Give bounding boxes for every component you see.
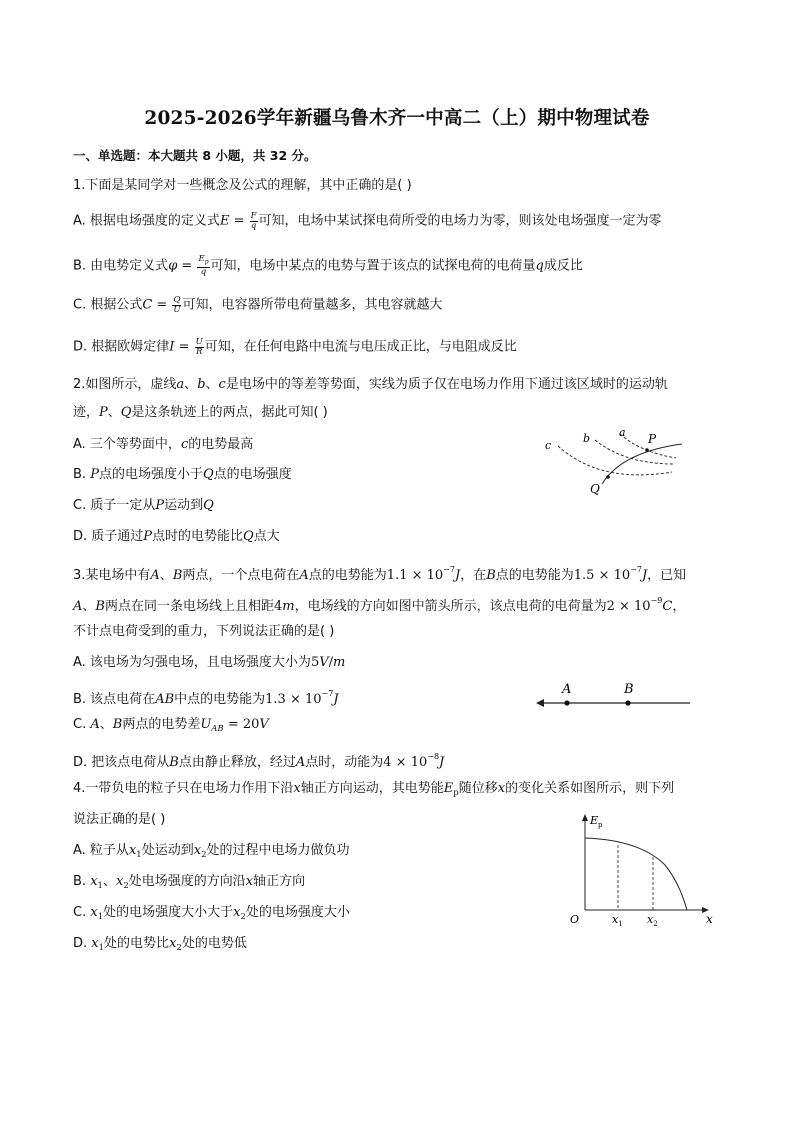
ep-axis-arrowhead — [582, 814, 588, 821]
q3-option-a: A. 该电场为匀强电场，且电场强度大小为5V/m — [73, 655, 346, 670]
label-b: B — [624, 682, 634, 697]
q3-figure — [530, 678, 700, 714]
section-heading: 一、单选题：本大题共 8 小题，共 32 分。 — [73, 148, 317, 163]
point-b — [625, 700, 630, 705]
label-b: b — [583, 432, 591, 445]
q3-stem-line3: 不计点电荷受到的重力，下列说法正确的是( ) — [73, 624, 335, 639]
q4-option-a: A. 粒子从$x_1$处运动到$x_2$处的过程中电场力做负功 — [73, 843, 350, 860]
q2-stem-line1: 2.如图所示，虚线a、b、c是电场中的等差等势面，实线为质子仅在电场力作用下通过该区域时的运动轨 — [73, 377, 668, 392]
q1-option-b: B. 由电势定义式φ = $\frac{E_p}{q}$ 可知，电场中某点的电势与置于该点的试探电荷的电荷量q成反比 — [73, 254, 583, 278]
label-x1: $x_1$ — [612, 913, 623, 928]
q4-option-b: B. $x_1$、$x_2$处电场强度的方向沿x轴正方向 — [73, 874, 306, 891]
label-origin: O — [570, 913, 580, 926]
label-x2: $x_2$ — [647, 913, 658, 928]
q1-option-a: A. 根据电场强度的定义式E = $\frac{F}{q}$ 可知，电场中某试探电荷所受的电场力为零，则该处电场强度一定为零 — [73, 211, 662, 231]
q3-stem-line2: A、B两点在同一条电场线上且相距4m，电场线的方向如图中箭头所示，该点电荷的电荷量为$2 \times 10^{-9}C$， — [73, 596, 686, 614]
q4-stem-line2: 说法正确的是( ) — [73, 812, 166, 827]
point-p — [645, 448, 649, 452]
point-a — [564, 700, 569, 705]
q1-option-c: C. 根据公式C = $\frac{Q}{U}$ 可知，电容器所带电荷量越多，其电容就越大 — [73, 295, 443, 315]
page-title: 2025-2026学年新疆乌鲁木齐一中高二（上）期中物理试卷 — [144, 108, 650, 129]
q1-option-d: D. 根据欧姆定律I = $\frac{U}{R}$ 可知，在任何电路中电流与电压成正比，与电阻成反比 — [73, 337, 517, 357]
label-p: P — [648, 432, 657, 446]
q2-option-c: C. 质子一定从P运动到Q — [73, 498, 214, 513]
q3-stem-line1: 3.某电场中有A、B两点，一个点电荷在A点的电势能为$1.1 \times 10^{-7}J$，在B点的电势能为$1.5 \times 10^{-7}J$，已知 — [73, 565, 687, 583]
label-a: A — [562, 682, 572, 697]
label-a: a — [619, 426, 626, 439]
q4-option-c: C. $x_1$处的电场强度大小大于$x_2$处的电场强度大小 — [73, 905, 350, 922]
q2-stem-line2: 迹，P、Q是这条轨迹上的两点，据此可知( ) — [73, 405, 328, 420]
q2-option-b: B. P点的电场强度小于Q点的电场强度 — [73, 467, 292, 482]
q1-stem: 1.下面是某同学对一些概念及公式的理解，其中正确的是( ) — [73, 178, 412, 193]
q4-stem-line1: 4.一带负电的粒子只在电场力作用下沿x轴正方向运动，其电势能$E_p$随位移x的变化关系如图所示，则下列 — [73, 781, 675, 798]
q2-option-a: A. 三个等势面中，c的电势最高 — [73, 437, 254, 452]
q4-figure — [565, 810, 725, 930]
label-c: c — [545, 439, 552, 452]
q3-option-c: C. A、B两点的电势差$U_{AB} = 20V$ — [73, 717, 269, 734]
q3-option-b: B. 该点电荷在AB中点的电势能为$1.3 \times 10^{-7}J$ — [73, 689, 339, 707]
label-ep: $E_p$ — [590, 814, 603, 829]
point-q — [606, 475, 610, 479]
q4-option-d: D. $x_1$处的电势比$x_2$处的电势低 — [73, 936, 247, 953]
label-q: Q — [590, 482, 600, 496]
label-x: x — [706, 912, 713, 926]
field-arrowhead — [536, 699, 544, 707]
equipotential-c — [558, 446, 672, 475]
q2-option-d: D. 质子通过P点时的电势能比Q点大 — [73, 529, 280, 544]
q2-figure — [540, 422, 690, 502]
q3-option-d: D. 把该点电荷从B点由静止释放，经过A点时，动能为$4 \times 10^{-8}J$ — [73, 752, 445, 770]
equipotential-b — [595, 440, 674, 464]
ep-curve — [585, 838, 687, 910]
